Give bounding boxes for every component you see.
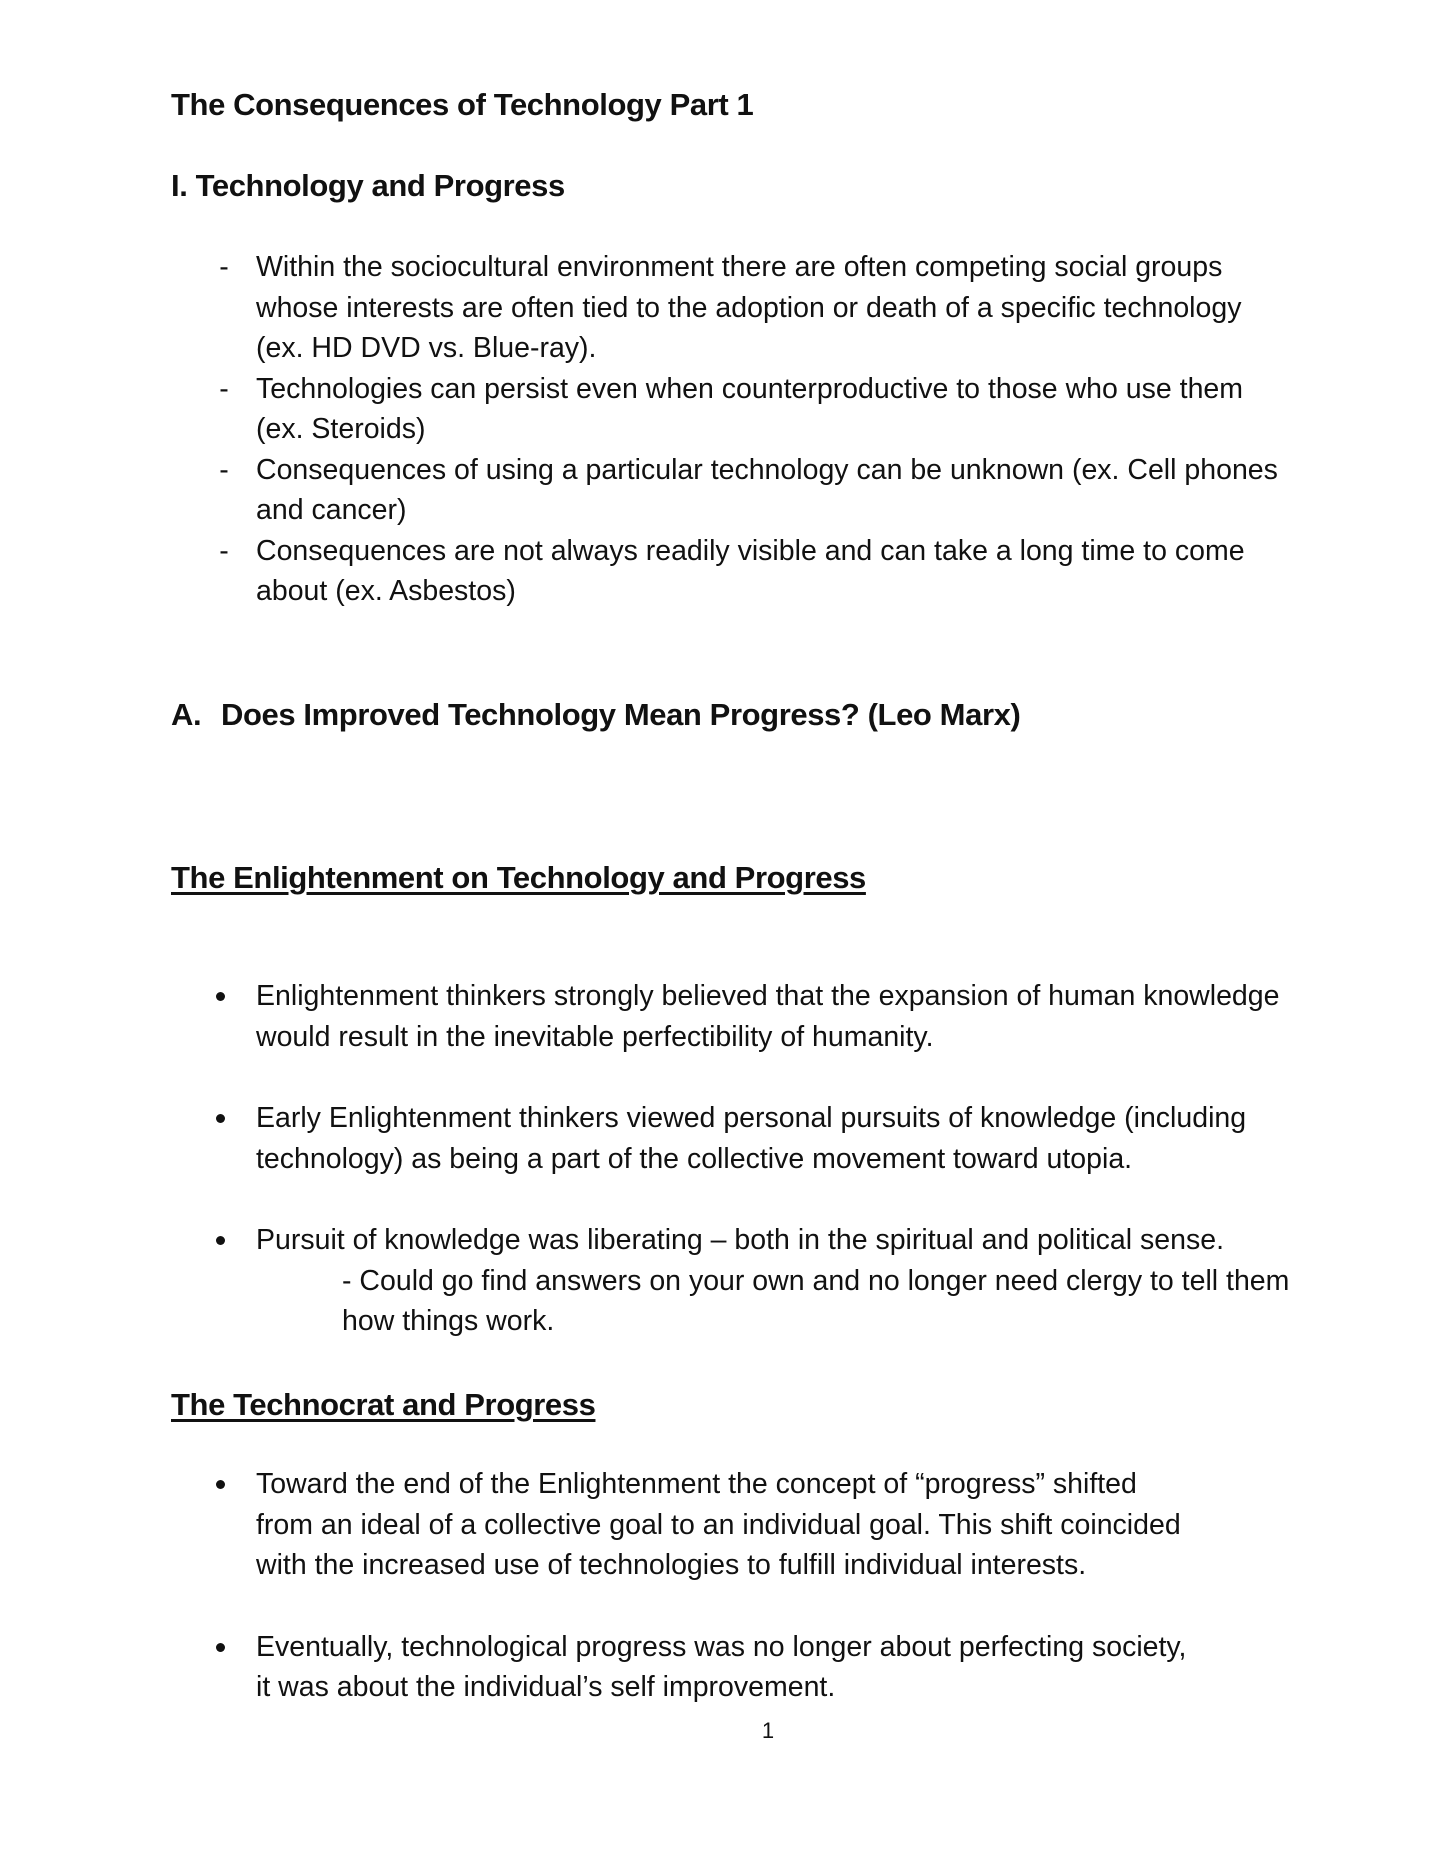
subsection-title: Does Improved Technology Mean Progress? (Leo Marx) — [221, 697, 1021, 732]
list-item: - Technologies can persist even when counterproductive to those who use them (ex. Steroids) — [0, 369, 1396, 450]
enlightenment-list — [0, 976, 1396, 1342]
page-number: 1 — [761, 1718, 775, 1743]
document-title: The Consequences of Technology Part 1 — [171, 87, 754, 122]
bullet-icon — [216, 1643, 225, 1652]
list-item: - Consequences of using a particular technology can be unknown (ex. Cell phones and cancer) — [0, 450, 1396, 531]
dash-marker: - — [219, 251, 229, 283]
list-item: Toward the end of the Enlightenment the concept of “progress” shifted from an ideal of a collective goal to an individual goal. This shift coincided with the increased use of technologies to fulfill individual interests. — [0, 1464, 1396, 1586]
sub-item: - Could go find answers on your own and no longer need clergy to tell them how things work. — [342, 1264, 1290, 1337]
subsection-heading-improved-technology — [171, 697, 1020, 733]
list-item: Enlightenment thinkers strongly believed that the expansion of human knowledge would result in the inevitable perfectibility of humanity. — [0, 976, 1396, 1057]
dash-marker: - — [219, 372, 229, 405]
dash-marker: - — [219, 453, 229, 486]
heading-enlightenment: The Enlightenment on Technology and Progress — [171, 860, 866, 895]
list-item: Pursuit of knowledge was liberating – both in the spiritual and political sense. - Could go find answers on your own and no longer need clergy to tell them how things work. — [0, 1220, 1396, 1342]
list-item: - Within the sociocultural environment there are often competing social groups whose interests are often tied to the adoption or death of a specific technology (ex. HD DVD vs. Blue-ray). — [0, 247, 1396, 369]
bullet-icon — [216, 992, 225, 1001]
bullet-icon — [216, 1236, 225, 1245]
list-item: - Consequences are not always readily visible and can take a long time to come about (ex. Asbestos) — [0, 531, 1396, 612]
section-heading-technology-and-progress: I. Technology and Progress — [171, 168, 565, 203]
bullet-icon — [216, 1114, 225, 1123]
technology-progress-list — [0, 247, 1396, 612]
heading-technocrat: The Technocrat and Progress — [171, 1387, 596, 1422]
dash-marker: - — [219, 534, 229, 567]
bullet-icon — [216, 1480, 225, 1489]
list-item: Eventually, technological progress was no longer about perfecting society, it was about the individual’s self improvement. — [0, 1627, 1396, 1708]
technocrat-list — [0, 1464, 1396, 1749]
list-item: Early Enlightenment thinkers viewed personal pursuits of knowledge (including technology) as being a part of the collective movement toward utopia. — [0, 1098, 1396, 1179]
subsection-letter: A. — [171, 697, 202, 732]
